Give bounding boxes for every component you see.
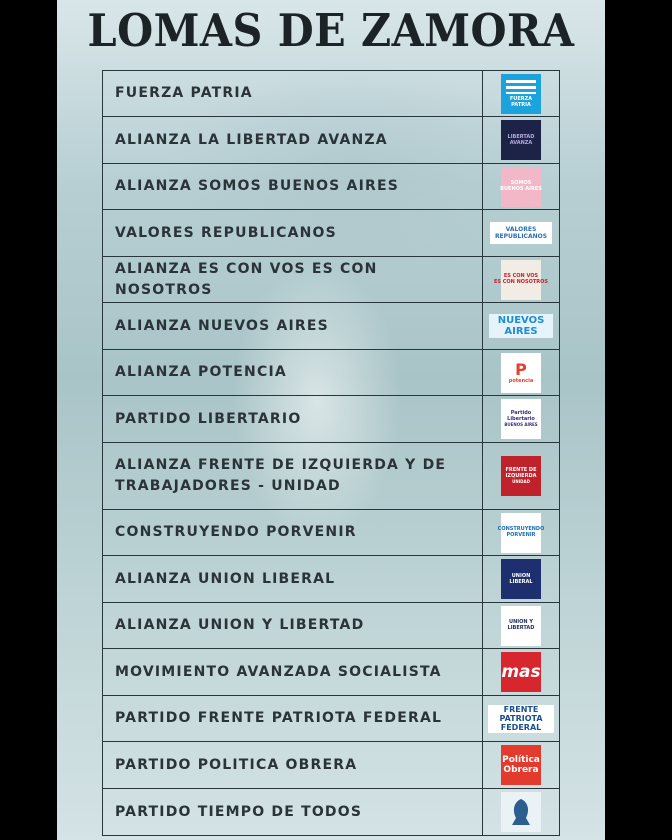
- party-row: [102, 350, 560, 396]
- party-logo-cell: [482, 742, 559, 788]
- party-logo-text: PATRIA: [511, 101, 531, 108]
- frente-patriota-federal-logo: [488, 705, 554, 733]
- nuevos-aires-logo: [489, 314, 553, 338]
- party-logo-cell: [482, 257, 559, 302]
- party-row: [102, 789, 560, 836]
- es-con-vos-logo: [494, 260, 549, 300]
- party-name: ALIANZA SOMOS BUENOS AIRES: [115, 178, 399, 194]
- party-logo-text: LIBERTAD: [507, 133, 535, 140]
- party-logo-text: NUEVOS: [497, 314, 545, 326]
- construyendo-porvenir-logo: [497, 513, 545, 553]
- party-row: [102, 510, 560, 556]
- party-name: ALIANZA POTENCIA: [115, 364, 287, 380]
- party-logo-text: FUERZA: [509, 95, 533, 102]
- party-logo-text: VALORES: [505, 225, 537, 233]
- party-row: [102, 396, 560, 443]
- party-logo-cell: [482, 696, 559, 741]
- party-name: PARTIDO LIBERTARIO: [115, 410, 302, 427]
- party-name: ALIANZA UNION Y LIBERTAD: [115, 617, 365, 633]
- party-logo-text: potencia: [508, 377, 534, 384]
- party-logo-text: AIRES: [504, 325, 538, 337]
- party-logo-text: IZQUIERDA: [505, 473, 537, 479]
- party-row: [102, 742, 560, 789]
- party-name: VALORES REPUBLICANOS: [115, 224, 337, 241]
- party-logo-text: FRENTE: [503, 704, 539, 714]
- fuerza-patria-logo: [501, 74, 541, 114]
- party-row: [102, 210, 560, 257]
- la-libertad-avanza-logo: [501, 120, 541, 160]
- party-row: [102, 443, 560, 510]
- party-logo-text: UNION Y: [509, 619, 533, 625]
- party-name: ALIANZA NUEVOS AIRES: [115, 317, 329, 334]
- party-logo-text: UNIDAD: [512, 479, 530, 484]
- party-list: [102, 70, 560, 836]
- somos-logo: [501, 167, 541, 207]
- party-name: PARTIDO POLITICA OBRERA: [115, 756, 358, 773]
- party-row: [102, 117, 560, 164]
- party-logo-text: Partido: [510, 410, 532, 416]
- politica-obrera-logo: [501, 745, 541, 785]
- party-logo-cell: [482, 789, 559, 835]
- party-name: PARTIDO TIEMPO DE TODOS: [115, 803, 363, 820]
- party-name: PARTIDO FRENTE PATRIOTA FEDERAL: [115, 710, 443, 726]
- party-logo-text: LIBERAL: [509, 578, 533, 585]
- party-logo-text: Libertario: [507, 416, 535, 422]
- party-logo-text: SOMOS: [510, 180, 532, 186]
- party-logo-cell: [482, 510, 559, 555]
- party-row: [102, 70, 560, 117]
- party-row: [102, 303, 560, 350]
- frente-de-izquierda-logo: [501, 456, 541, 496]
- party-logo-text: P: [515, 359, 527, 379]
- party-logo-cell: [482, 210, 559, 256]
- party-logo-cell: [482, 350, 559, 395]
- party-logo-text: LIBERTAD: [507, 625, 535, 631]
- party-row: [102, 257, 560, 303]
- partido-libertario-logo: [501, 399, 541, 439]
- mas-logo: [501, 652, 541, 692]
- party-row: [102, 649, 560, 696]
- party-logo-cell: [482, 556, 559, 602]
- poster-panel: [57, 0, 605, 840]
- party-logo-text: CONSTRUYENDO: [497, 526, 545, 532]
- party-name: MOVIMIENTO AVANZADA SOCIALISTA: [115, 663, 442, 680]
- party-logo-text: ES CON VOS: [503, 273, 539, 279]
- party-logo-text: AVANZA: [509, 139, 533, 146]
- party-logo-cell: [482, 396, 559, 442]
- party-logo-text: FRENTE DE: [505, 467, 537, 473]
- party-name: CONSTRUYENDO PORVENIR: [115, 524, 357, 540]
- party-row: [102, 556, 560, 603]
- union-liberal-logo: [501, 559, 541, 599]
- tiempo-de-todos-logo: [501, 792, 541, 832]
- party-logo-text: FEDERAL: [500, 722, 542, 732]
- party-row: [102, 164, 560, 210]
- party-logo-text: Política: [502, 754, 540, 765]
- party-name: ALIANZA FRENTE DE IZQUIERDA Y DE TRABAJADORES - UNIDAD: [115, 457, 447, 494]
- party-logo-text: BUENOS AIRES: [504, 422, 538, 427]
- party-row: [102, 603, 560, 649]
- party-logo-text: Obrera: [503, 764, 539, 775]
- party-logo-cell: [482, 71, 559, 116]
- party-logo-text: mas: [501, 661, 541, 682]
- party-name: ALIANZA LA LIBERTAD AVANZA: [115, 131, 388, 148]
- party-logo-cell: [482, 443, 559, 509]
- valores-republicanos-logo: [490, 222, 552, 244]
- party-logo-text: ES CON NOSOTROS: [494, 279, 549, 285]
- party-row: [102, 696, 560, 742]
- party-name: ALIANZA UNION LIBERAL: [115, 570, 336, 587]
- party-logo-text: UNION: [511, 572, 531, 579]
- potencia-logo: [501, 353, 541, 393]
- party-logo-cell: [482, 603, 559, 648]
- party-name: ALIANZA ES CON VOS ES CON NOSOTROS: [115, 260, 378, 298]
- party-logo-text: BUENOS AIRES: [500, 186, 542, 192]
- party-logo-cell: [482, 164, 559, 209]
- party-name: FUERZA PATRIA: [115, 85, 253, 101]
- party-logo-text: PATRIOTA: [499, 713, 543, 723]
- party-logo-text: PORVENIR: [506, 532, 536, 538]
- union-y-libertad-logo: [501, 606, 541, 646]
- party-logo-text: REPUBLICANOS: [494, 232, 548, 240]
- party-logo-cell: [482, 649, 559, 695]
- page-title: LOMAS DE ZAMORA: [87, 4, 575, 57]
- party-logo-cell: [482, 117, 559, 163]
- party-logo-cell: [482, 303, 559, 349]
